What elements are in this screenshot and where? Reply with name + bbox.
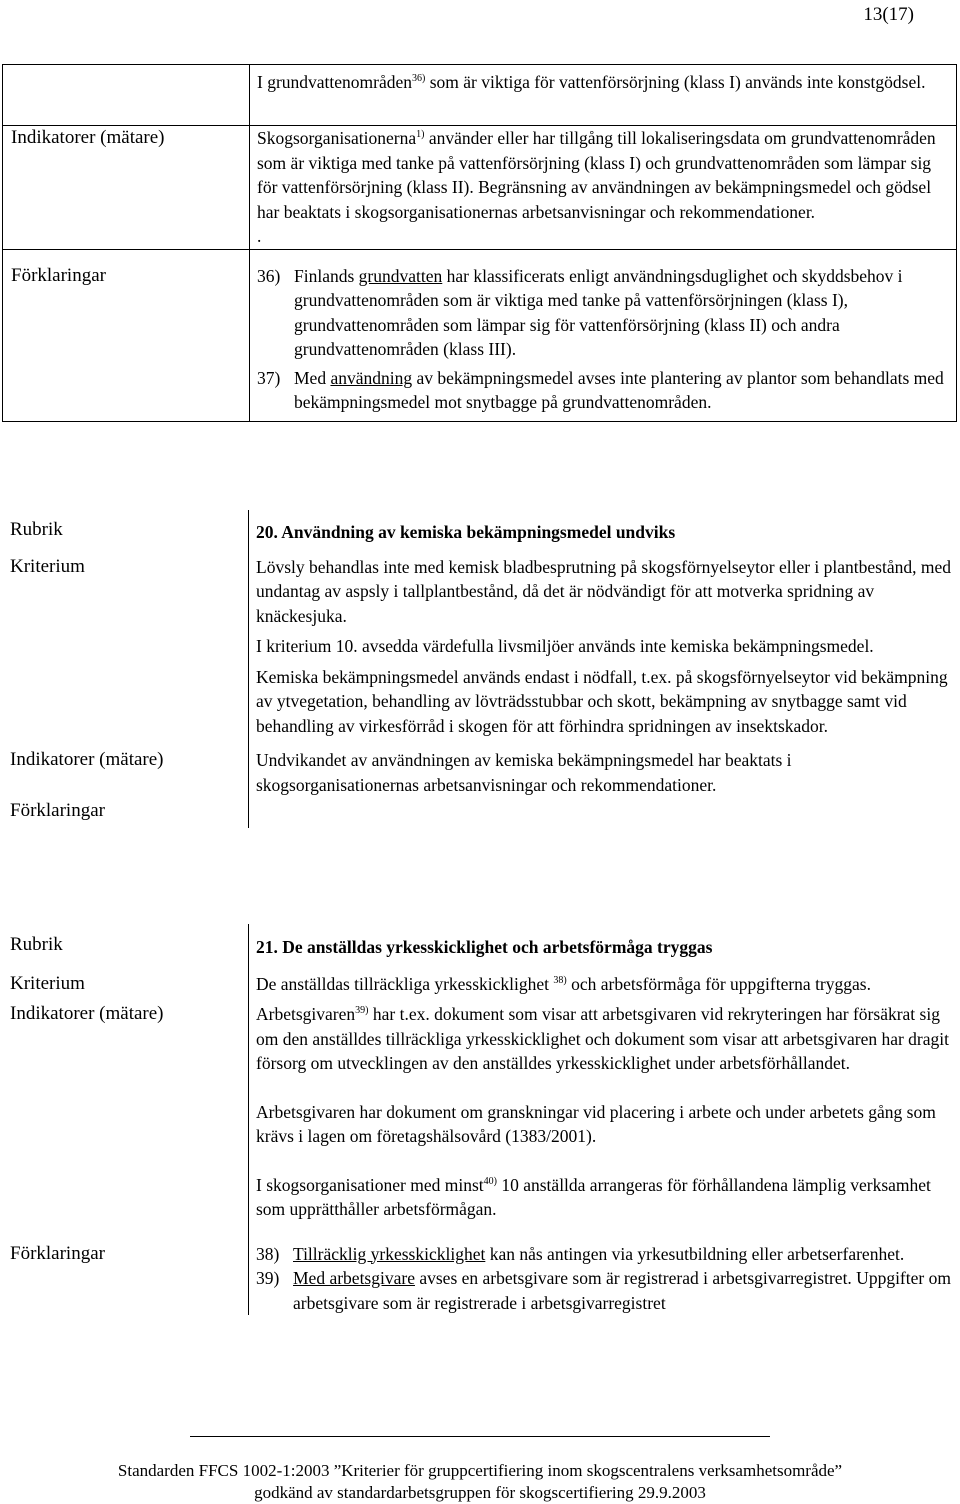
indicators-label: [3, 126, 250, 250]
text: använder eller har tillgång till lokaliseringsdata om grundvattenområden som är viktiga med tanke på vattenförsörjning (klass I) och grundvattenområden som lämpar sig för vattenförsörjning (klass II). Begränsning av användningen av bekämpningsmedel och gödsel har beaktats i skogsorganisationernas arbetsanvisningar och rekommendationer.: [257, 128, 936, 222]
text: avses en arbetsgivare som är registrerad i arbetsgivarregistret. Uppgifter om arbetsgivare som är registrerade i arbetsgivarregistret: [293, 1268, 951, 1313]
defined-term: användning: [330, 367, 413, 388]
footer-line-1: Standarden FFCS 1002-1:2003 ”Kriterier för gruppcertifiering inom skogscentralens verksamhetsområde”: [117, 1461, 843, 1480]
label-text: Indikatorer (mätare): [11, 127, 165, 148]
table-row: [2, 924, 957, 960]
footnote-39: [256, 1266, 951, 1315]
text: Arbetsgivaren: [256, 1004, 356, 1024]
explanations-text: [249, 1222, 958, 1316]
rubrik-label: Rubrik: [2, 510, 249, 545]
table-row: [2, 1222, 957, 1316]
row-label: [3, 65, 250, 126]
kriterium-text: [249, 960, 958, 997]
table-row: [3, 249, 957, 421]
note-number: 36): [257, 265, 281, 286]
text: som är viktiga för vattenförsörjning (klass I) används inte konstgödsel.: [425, 72, 926, 92]
indicators-label: Indikatorer (mätare): [2, 738, 249, 797]
text: Finlands: [294, 265, 359, 286]
text: Skogsorganisationerna: [257, 128, 417, 148]
table-row: [2, 738, 957, 797]
table-row: [2, 960, 957, 997]
defined-term: grundvatten: [358, 265, 443, 286]
kriterium-label: Kriterium: [2, 960, 249, 997]
table-row: [3, 65, 957, 126]
explanations-text: [250, 249, 957, 421]
footnote-ref: 36): [412, 73, 426, 84]
page-number: 13(17): [863, 4, 914, 25]
footnote-37: [257, 366, 950, 415]
kriterium-text: [249, 545, 958, 739]
text: har t.ex. dokument som visar att arbetsgivaren vid rekryteringen har försäkrat sig om den anställdes tillräckliga yrkesskicklighet och dokument som visar att arbetsgivaren har dragit försorg om utvecklingen av den anställdes yrkesskicklighet under arbetsförhållandet.: [256, 1004, 950, 1073]
criterion-text: [250, 65, 957, 126]
table-row: [2, 510, 957, 545]
footnote-ref: 38): [553, 974, 567, 986]
rubrik-heading: 20. Användning av kemiska bekämpningsmedel undviks: [256, 522, 676, 542]
paragraph: [256, 1173, 951, 1222]
table-row: [2, 996, 957, 1222]
criteria-table-21: [2, 924, 957, 1315]
text: kan nås antingen via yrkesutbildning eller arbetserfarenhet.: [485, 1243, 905, 1264]
paragraph: Arbetsgivaren har dokument om granskningar vid placering i arbete och under arbetets gång som krävs i lagen om företagshälsovård (1383/2001).: [256, 1101, 936, 1146]
text: och arbetsförmåga för uppgifterna tryggas.: [566, 973, 871, 994]
text: har klassificerats enligt användningsduglighet och skyddsbehov i grundvattenområden som är viktiga med tanke på vattenförsörjningen (klass I), grundvattenområden som lämpar sig för vattenförsörjning (klass II) och andra grundvattenområden (klass III).: [294, 265, 903, 359]
indicators-text: Undvikandet av användningen av kemiska bekämpningsmedel har beaktats i skogsorganisationernas arbetsanvisningar och rekommendationer.: [256, 750, 792, 795]
footer-line-2: godkänd av standardarbetsgruppen för skogscertifiering 29.9.2003: [254, 1483, 706, 1502]
note-number: 37): [257, 367, 281, 388]
paragraph: [256, 1002, 951, 1076]
footer-divider: [190, 1436, 770, 1437]
kriterium-label: Kriterium: [2, 545, 249, 739]
indicators-text: [250, 126, 957, 250]
paragraph: Kemiska bekämpningsmedel används endast i nödfall, t.ex. på skogsförnyelseytor vid bekämpning av ytvegetation, behandling av lövträdsstubbar och skott, bekämpning av snytbagge samt vid behandling av virkesförråd i skogen för att förhindra spridningen av insektskador.: [256, 666, 948, 736]
explanations-label: Förklaringar: [2, 1222, 249, 1316]
footnote-36: [257, 264, 950, 362]
text: Med: [294, 367, 331, 388]
indicators-label: Indikatorer (mätare): [2, 996, 249, 1222]
defined-term: Tillräcklig yrkesskicklighet: [293, 1243, 486, 1264]
trailing-dot: .: [257, 226, 262, 246]
footnote-38: [256, 1242, 951, 1267]
footnote-ref: 39): [355, 1005, 369, 1016]
text: I grundvattenområden: [257, 72, 413, 92]
text: 10 anställda arrangeras för förhållandena lämplig verksamhet som upprätthåller arbetsförmågan.: [256, 1174, 931, 1219]
text: I skogsorganisationer med minst: [256, 1174, 484, 1195]
rubrik-label: Rubrik: [2, 924, 249, 960]
criteria-table-20: [2, 510, 957, 828]
criteria-table-continued: [2, 64, 957, 422]
paragraph: I kriterium 10. avsedda värdefulla livsmiljöer används inte kemiska bekämpningsmedel.: [256, 636, 874, 656]
text: De anställdas tillräckliga yrkesskicklighet: [256, 973, 554, 994]
text: av bekämpningsmedel avses inte plantering av plantor som behandlats med bekämpningsmedel mot snytbagge på grundvattenområden.: [294, 367, 944, 412]
defined-term: Med arbetsgivare: [293, 1268, 415, 1288]
explanations-text: [249, 797, 958, 828]
indicators-text: [249, 996, 958, 1222]
rubrik-heading: 21. De anställdas yrkesskicklighet och arbetsförmåga tryggas: [256, 937, 713, 957]
table-row: [2, 797, 957, 828]
explanations-label: Förklaringar: [3, 249, 250, 421]
explanations-label: Förklaringar: [2, 797, 249, 828]
note-number: 38): [256, 1243, 280, 1264]
footnote-ref: 1): [416, 129, 425, 140]
note-number: 39): [256, 1268, 280, 1288]
table-row: [2, 545, 957, 739]
footnote-ref: 40): [483, 1175, 497, 1187]
paragraph: Lövsly behandlas inte med kemisk bladbesprutning på skogsförnyelseytor eller i plantbestånd, med undantag av aspsly i tallplantbestånd, då det är nödvändigt för att motverka spridning av knäckesjuka.: [256, 556, 951, 626]
table-row: [3, 126, 957, 250]
